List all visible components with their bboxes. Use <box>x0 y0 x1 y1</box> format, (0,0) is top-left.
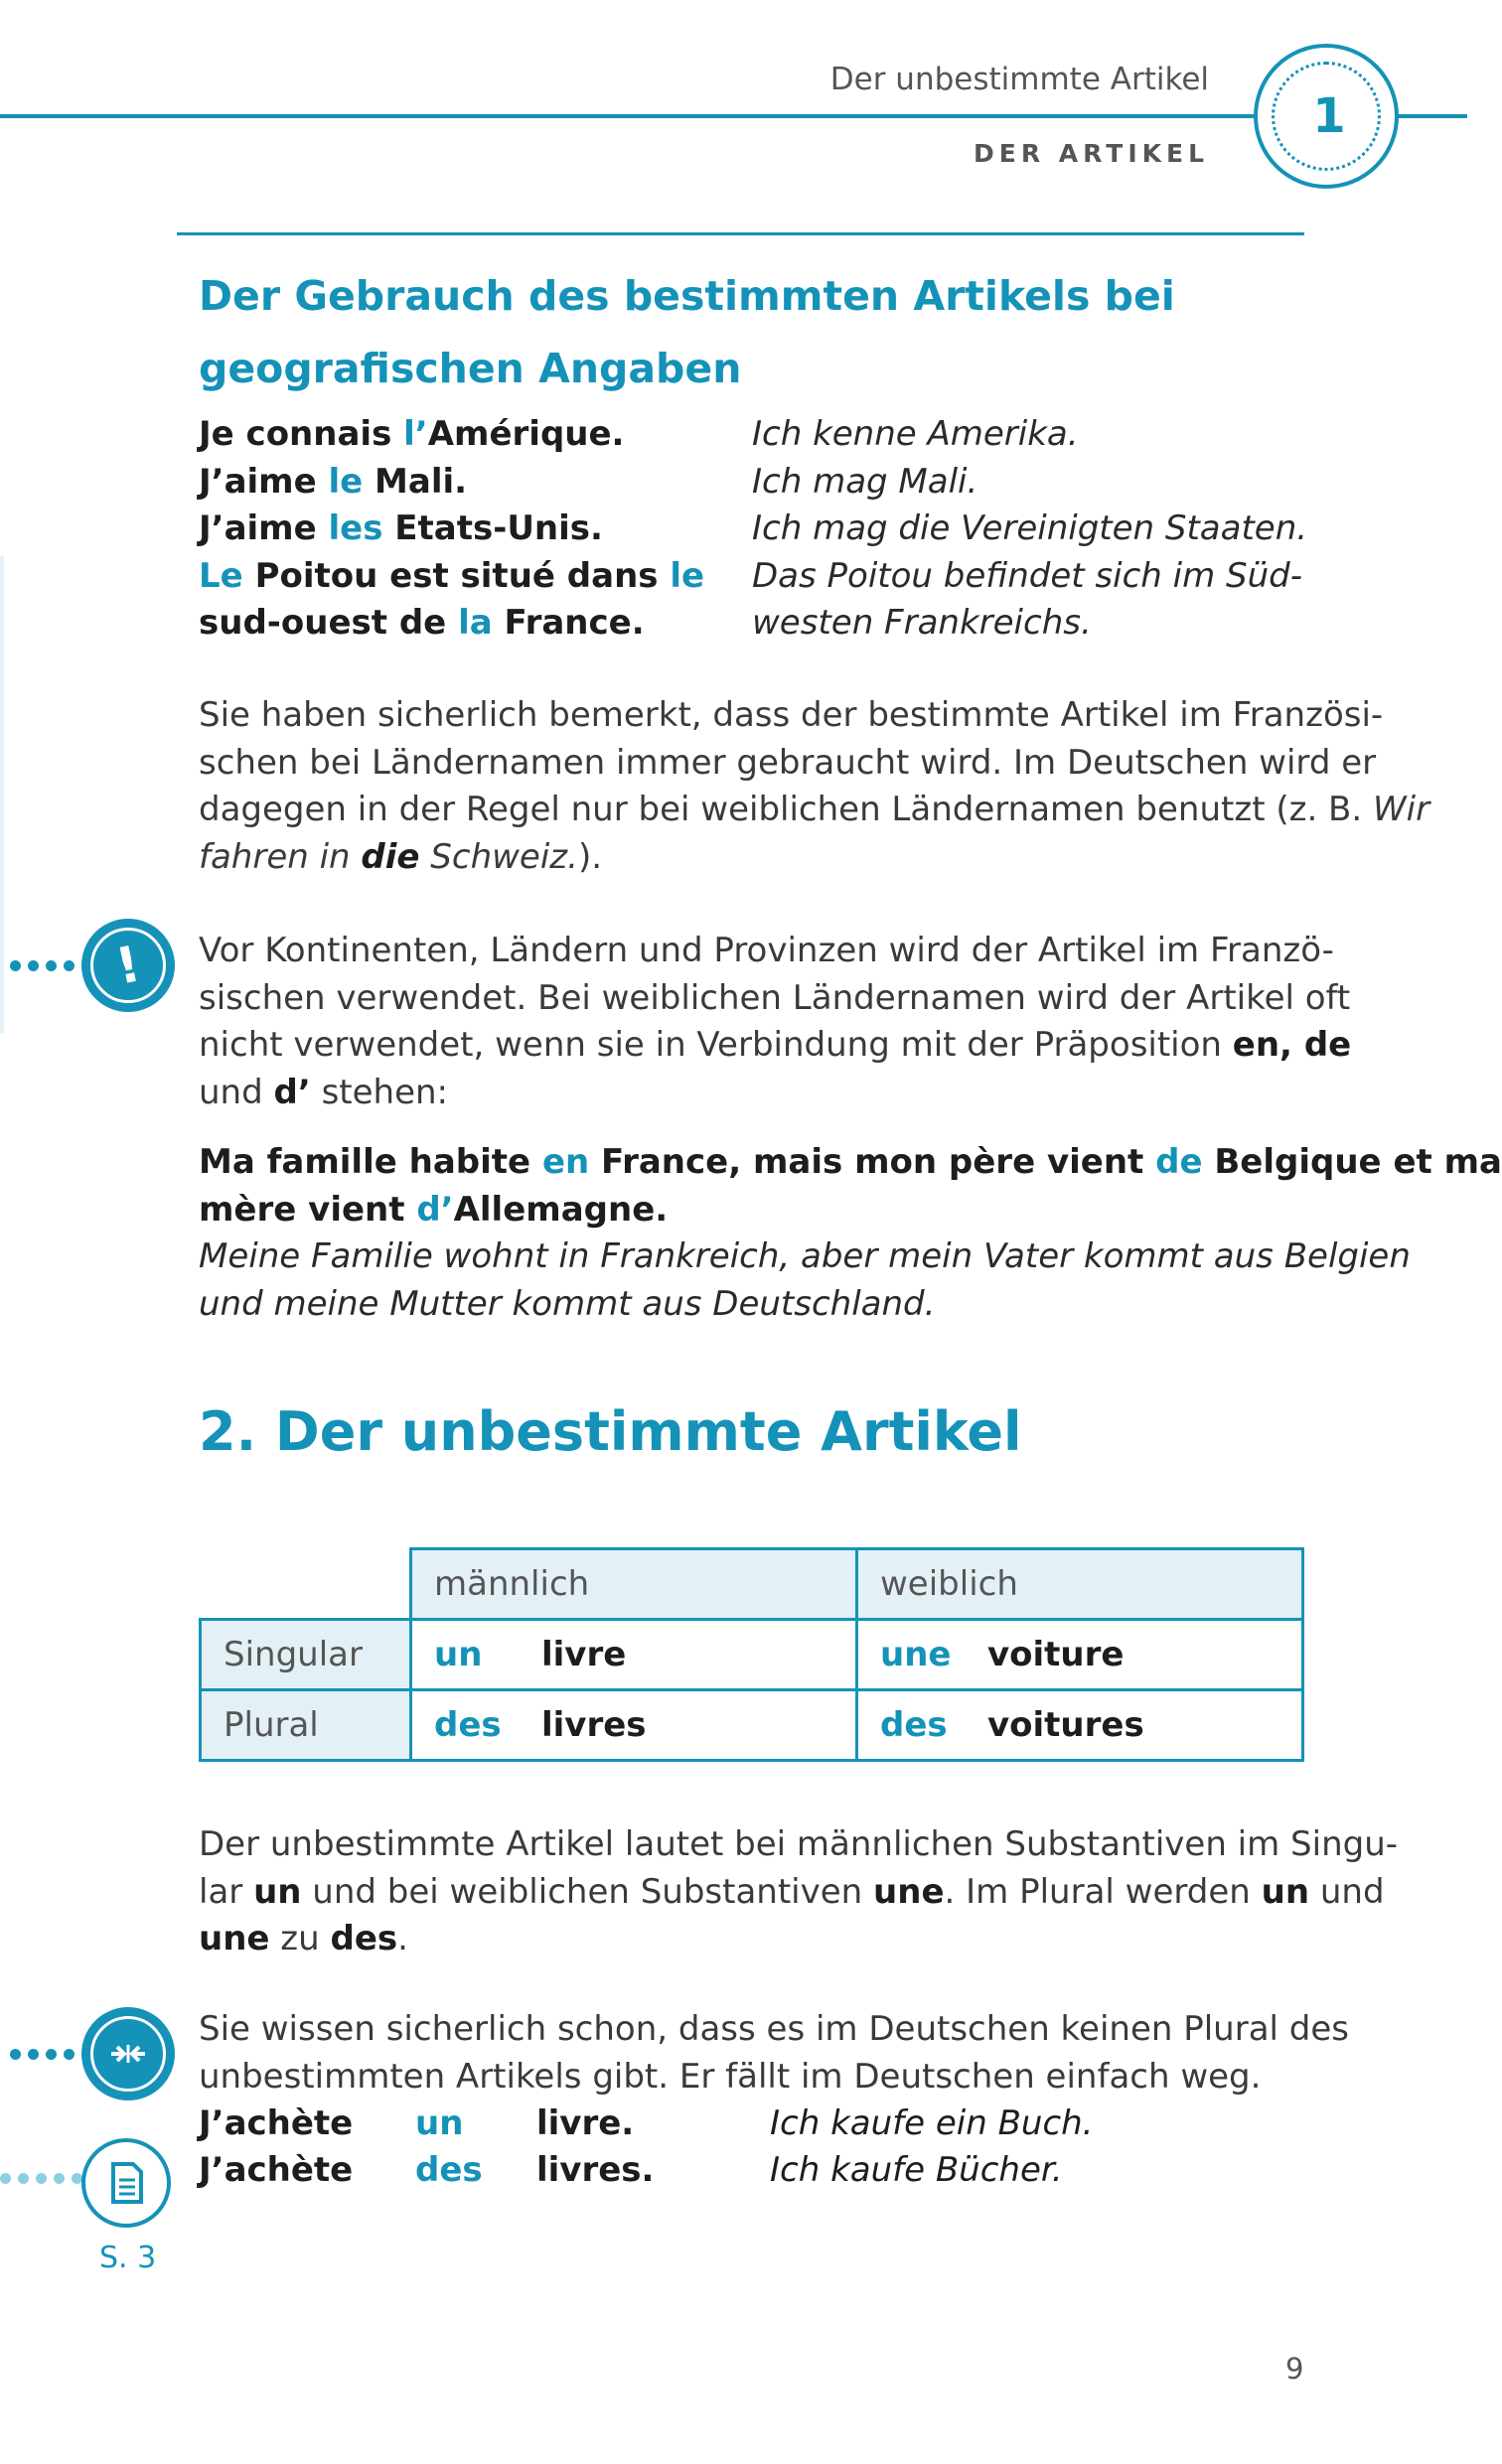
text-span: J’aime <box>199 508 329 548</box>
text-span: d’ <box>273 1072 311 1112</box>
text-span: une <box>199 1919 270 1958</box>
article-highlight: le <box>328 461 364 502</box>
text-line: unbestimmten Artikels gibt. Er fällt im Deutschen einfach weg. <box>199 2056 1262 2097</box>
row-label-singular: Singular <box>201 1620 411 1690</box>
text-span: France. <box>492 603 645 643</box>
article-highlight: d’ <box>416 1189 454 1230</box>
chapter-number: 1 <box>1312 88 1346 144</box>
text-span: nicht verwendet, wenn sie in Verbindung mit der Präposition <box>199 1025 1233 1065</box>
page-reference: S. 3 <box>99 2241 157 2275</box>
running-header-title: Der unbestimmte Artikel <box>829 62 1209 97</box>
noun: livre <box>541 1635 627 1674</box>
text-span: sud-ouest de <box>199 603 459 643</box>
noun: livres <box>541 1705 647 1745</box>
text-span: und <box>199 1072 274 1112</box>
row-label-plural: Plural <box>201 1690 411 1761</box>
french-examples <box>199 411 735 648</box>
text-line <box>199 740 1377 788</box>
section-heading: Der Gebrauch des bestimmten Artikels bei geografischen Angaben <box>199 272 1175 392</box>
text-line <box>199 506 735 553</box>
note-paragraph <box>199 928 1352 1116</box>
text-line <box>199 459 735 507</box>
text-line <box>199 1869 1385 1917</box>
explanation-paragraph <box>199 692 1430 881</box>
text-span: des <box>330 1919 398 1958</box>
noun: voiture <box>987 1635 1125 1674</box>
article-highlight: les <box>328 508 383 548</box>
text-span: stehen: <box>310 1072 449 1112</box>
text-line: Meine Familie wohnt in Frankreich, aber mein Vater kommt aus Belgien <box>199 1236 1411 1276</box>
text-span: Sie haben sicherlich bemerkt, dass der bestimmte Artikel im Französi- <box>199 695 1384 735</box>
chapter-section-heading: 2. Der unbestimmte Artikel <box>199 1400 1022 1463</box>
comparison-paragraph <box>199 2006 1349 2101</box>
german-translations <box>752 411 1308 648</box>
text-span: un <box>253 1871 302 1912</box>
text-line <box>199 411 735 459</box>
table-cell <box>857 1690 1303 1761</box>
document-icon <box>81 2138 171 2228</box>
french-verb: J’achète <box>199 2150 354 2190</box>
text-span: . Im Plural werden <box>944 1871 1262 1912</box>
text-span: Etats-Unis. <box>382 508 603 548</box>
margin-dots <box>10 960 75 971</box>
text-span: Wir <box>1373 790 1430 829</box>
header-rule <box>0 114 1467 118</box>
text-span: Mali. <box>363 461 468 502</box>
text-line <box>199 1821 1399 1869</box>
text-span: dagegen in der Regel nur bei weiblichen Ländernamen benutzt (z. B. <box>199 790 1373 829</box>
table-row <box>201 1620 1303 1690</box>
chapter-badge <box>1254 44 1399 189</box>
text-span: un <box>1261 1871 1310 1912</box>
text-line <box>199 1916 1306 1963</box>
text-line: Ich mag Mali. <box>752 461 978 502</box>
article: des <box>434 1705 502 1745</box>
text-line: Ich kenne Amerika. <box>752 414 1079 454</box>
article-highlight: Le <box>199 555 243 596</box>
text-line <box>199 692 1384 740</box>
text-span: zu <box>269 1919 331 1958</box>
article: des <box>880 1705 948 1745</box>
article-highlight: le <box>670 555 705 596</box>
exclamation-icon: ! <box>81 919 175 1012</box>
french-example-sentence <box>199 1139 1502 1233</box>
compare-icon <box>81 2007 175 2101</box>
article-highlight: en <box>541 1142 590 1182</box>
text-line <box>199 1187 1306 1234</box>
text-line <box>199 928 1334 975</box>
table-corner <box>201 1549 411 1620</box>
text-span: en, de <box>1232 1025 1352 1065</box>
table-cell <box>411 1690 857 1761</box>
text-line <box>199 834 1306 882</box>
section-rule <box>177 232 1304 235</box>
article: des <box>415 2150 483 2190</box>
text-line <box>199 1070 1306 1117</box>
chapter-badge-ring <box>1272 62 1381 171</box>
example-row <box>199 2147 1306 2195</box>
text-span: und bei weiblichen Substantiven <box>301 1871 874 1912</box>
margin-dots <box>0 2173 82 2184</box>
text-span: Amérique. <box>427 414 625 454</box>
text-line <box>199 787 1430 834</box>
french-verb: J’achète <box>199 2103 354 2143</box>
text-span: Allemagne. <box>453 1189 669 1230</box>
text-span: . <box>397 1919 408 1958</box>
text-line: westen Frankreichs. <box>752 603 1092 643</box>
text-span: fahren in <box>199 836 362 877</box>
noun: livre. <box>536 2103 635 2143</box>
example-row <box>199 2101 1306 2148</box>
text-span: J’aime <box>199 461 329 502</box>
rule-paragraph <box>199 1821 1399 1963</box>
german-translation-sentence <box>199 1233 1411 1328</box>
text-span: Ma famille habite <box>199 1142 542 1182</box>
text-span: ). <box>577 836 603 877</box>
text-span: Poitou est situé dans <box>242 555 671 596</box>
text-line <box>199 600 735 648</box>
column-header-masculine: männlich <box>411 1549 857 1620</box>
text-span: Je connais <box>199 414 404 454</box>
margin-accent-bar <box>0 556 4 1033</box>
indefinite-article-table <box>199 1547 1304 1762</box>
text-span: sischen verwendet. Bei weiblichen Ländernamen wird der Artikel oft <box>199 977 1351 1018</box>
text-span: mère vient <box>199 1189 417 1230</box>
noun: livres. <box>536 2150 655 2190</box>
article-highlight: l’ <box>403 414 428 454</box>
text-line <box>199 1139 1502 1187</box>
text-line: Sie wissen sicherlich schon, dass es im Deutschen keinen Plural des <box>199 2009 1349 2049</box>
text-span: Vor Kontinenten, Ländern und Provinzen wird der Artikel im Franzö- <box>199 931 1334 970</box>
text-line <box>199 1022 1352 1070</box>
article-highlight: de <box>1155 1142 1203 1182</box>
text-span: und <box>1309 1871 1385 1912</box>
text-span: lar <box>199 1871 254 1912</box>
article: un <box>415 2103 464 2143</box>
table-cell <box>857 1620 1303 1690</box>
page-number: 9 <box>1285 2352 1304 2386</box>
text-span: die <box>361 836 420 877</box>
article: une <box>880 1635 952 1674</box>
german-translation: Ich kaufe Bücher. <box>770 2150 1063 2190</box>
text-line: Das Poitou befindet sich im Süd- <box>752 555 1302 596</box>
text-line: Ich mag die Vereinigten Staaten. <box>752 508 1308 548</box>
running-header-chapter: DER ARTIKEL <box>974 139 1209 168</box>
text-line: und meine Mutter kommt aus Deutschland. <box>199 1283 936 1324</box>
noun: voitures <box>987 1705 1144 1745</box>
margin-dots <box>10 2049 75 2060</box>
column-header-feminine: weiblich <box>857 1549 1303 1620</box>
article: un <box>434 1635 483 1674</box>
text-span: France, mais mon père vient <box>589 1142 1156 1182</box>
german-translation: Ich kaufe ein Buch. <box>770 2103 1094 2143</box>
article-highlight: la <box>458 603 493 643</box>
text-line <box>199 553 735 601</box>
text-span: une <box>873 1871 945 1912</box>
text-line <box>199 975 1351 1023</box>
text-span: Belgique et ma <box>1202 1142 1502 1182</box>
text-span: Der unbestimmte Artikel lautet bei männlichen Substantiven im Singu- <box>199 1824 1399 1864</box>
text-span: Schweiz. <box>419 836 578 877</box>
table-header-row <box>201 1549 1303 1620</box>
text-span: schen bei Ländernamen immer gebraucht wird. Im Deutschen wird er <box>199 742 1377 783</box>
table-cell <box>411 1620 857 1690</box>
table-row <box>201 1690 1303 1761</box>
